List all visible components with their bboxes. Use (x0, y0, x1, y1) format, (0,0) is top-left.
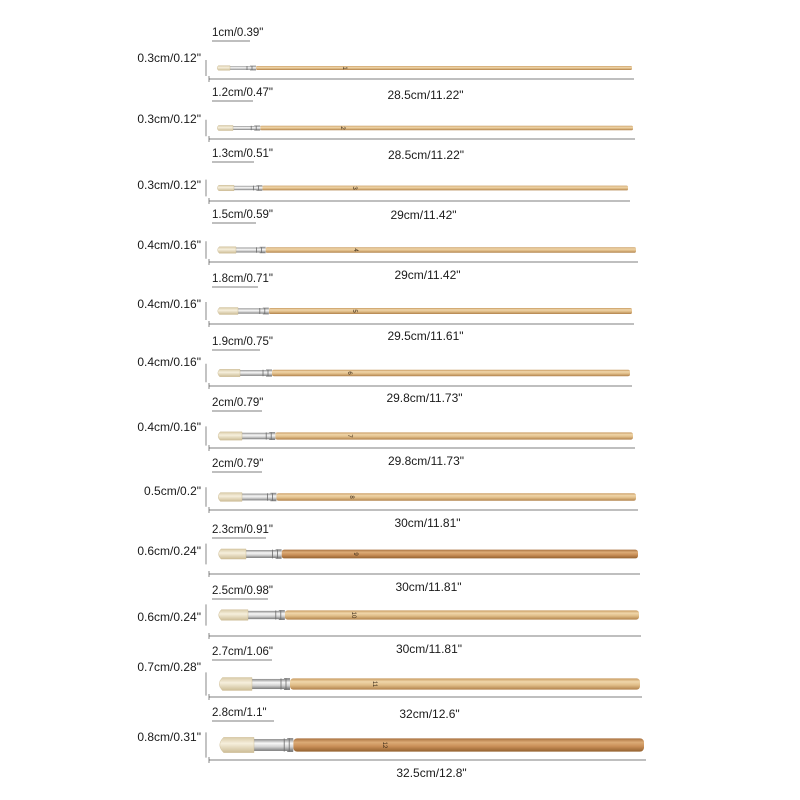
brush-handle (262, 186, 628, 191)
diameter-label: 0.3cm/0.12" (137, 51, 201, 65)
brush-handle (260, 126, 633, 130)
head-length-label: 2.3cm/0.91" (212, 524, 273, 536)
brush-ferrule (236, 247, 266, 252)
brush-bristles (220, 737, 254, 752)
brush-handle (276, 493, 636, 501)
head-length-label: 2.5cm/0.98" (212, 585, 273, 597)
total-length-label: 32.5cm/12.8" (396, 766, 467, 780)
total-length-label: 29cm/11.42" (394, 268, 461, 282)
brush-number-label: 6 (346, 371, 352, 375)
diameter-label: 0.3cm/0.12" (137, 112, 201, 126)
total-length-label: 30cm/11.81" (395, 642, 463, 656)
brush-bristles (217, 125, 233, 130)
diameter-label: 0.6cm/0.24" (137, 610, 201, 624)
brush-number-label: 1 (341, 66, 347, 70)
brush-ferrule (248, 611, 285, 619)
brush-bristles (218, 247, 236, 253)
brush-bristles (218, 432, 242, 440)
diameter-label: 0.7cm/0.28" (137, 660, 201, 674)
diameter-label: 0.4cm/0.16" (137, 420, 201, 434)
brush-row-5 (137, 273, 634, 343)
brush-ferrule (246, 550, 282, 558)
brush-handle (282, 550, 638, 559)
brush-bristles (218, 493, 242, 502)
head-length-label: 2cm/0.79" (212, 458, 264, 470)
diameter-label: 0.4cm/0.16" (137, 355, 201, 369)
brush-number-label: 8 (348, 495, 354, 499)
brush-number-label: 11 (371, 680, 377, 688)
brush-number-label: 3 (351, 186, 357, 190)
total-length-label: 29.5cm/11.61" (387, 329, 464, 343)
brush-row-4 (137, 209, 638, 282)
brush-handle (272, 370, 630, 376)
brush-bristles (219, 610, 248, 621)
brush-number-label: 5 (351, 309, 357, 313)
total-length-label: 28.5cm/11.22" (387, 148, 465, 162)
brush-bristles (218, 308, 238, 315)
brush-ferrule (254, 739, 293, 751)
brush-ferrule (242, 494, 276, 501)
diameter-label: 0.4cm/0.16" (137, 297, 201, 311)
diameter-label: 0.4cm/0.16" (137, 238, 201, 252)
brush-bristles (217, 66, 230, 71)
head-length-label: 2.7cm/1.06" (212, 646, 273, 658)
total-length-label: 30cm/11.81" (395, 580, 462, 594)
brush-number-label: 4 (352, 248, 358, 252)
brush-row-6 (137, 336, 632, 405)
brush-number-label: 7 (346, 434, 352, 438)
brush-bristles (219, 678, 252, 691)
total-length-label: 29cm/11.42" (390, 208, 457, 222)
head-length-label: 1.5cm/0.59" (212, 209, 273, 221)
head-length-label: 2.8cm/1.1" (212, 707, 267, 719)
brush-row-8 (144, 458, 638, 530)
diameter-label: 0.8cm/0.31" (137, 730, 201, 744)
brush-handle (266, 247, 636, 253)
brush-handle (290, 678, 640, 689)
total-length-label: 30cm/11.81" (394, 516, 461, 530)
brush-handle (275, 432, 633, 439)
brush-bristles (217, 185, 234, 191)
brush-number-label: 12 (381, 741, 387, 749)
total-length-label: 29.8cm/11.73" (386, 391, 463, 405)
brush-number-label: 10 (350, 611, 356, 619)
brush-bristles (219, 549, 246, 559)
total-length-label: 32cm/12.6" (399, 707, 460, 721)
brush-row-9 (137, 524, 640, 594)
brush-handle (293, 738, 644, 751)
brush-row-12 (137, 707, 646, 780)
brush-number-label: 9 (352, 552, 358, 556)
head-length-label: 1cm/0.39" (212, 27, 264, 39)
brush-handle (269, 308, 632, 314)
brush-ferrule (242, 433, 275, 439)
diameter-label: 0.3cm/0.12" (137, 178, 201, 192)
head-length-label: 1.8cm/0.71" (212, 273, 273, 285)
brush-bristles (218, 369, 240, 376)
total-length-label: 29.8cm/11.73" (387, 454, 465, 468)
diameter-label: 0.5cm/0.2" (144, 484, 201, 498)
brush-ferrule (240, 370, 272, 376)
head-length-label: 1.3cm/0.51" (212, 148, 273, 160)
diameter-label: 0.6cm/0.24" (137, 544, 201, 558)
brush-handle (256, 66, 632, 70)
head-length-label: 1.2cm/0.47" (212, 87, 273, 99)
brush-ferrule (252, 679, 290, 689)
brush-ferrule (238, 308, 269, 313)
head-length-label: 1.9cm/0.75" (212, 336, 273, 348)
brush-handle (285, 610, 639, 619)
total-length-label: 28.5cm/11.22" (387, 88, 464, 102)
head-length-label: 2cm/0.79" (212, 397, 264, 409)
brush-number-label: 2 (339, 126, 345, 130)
